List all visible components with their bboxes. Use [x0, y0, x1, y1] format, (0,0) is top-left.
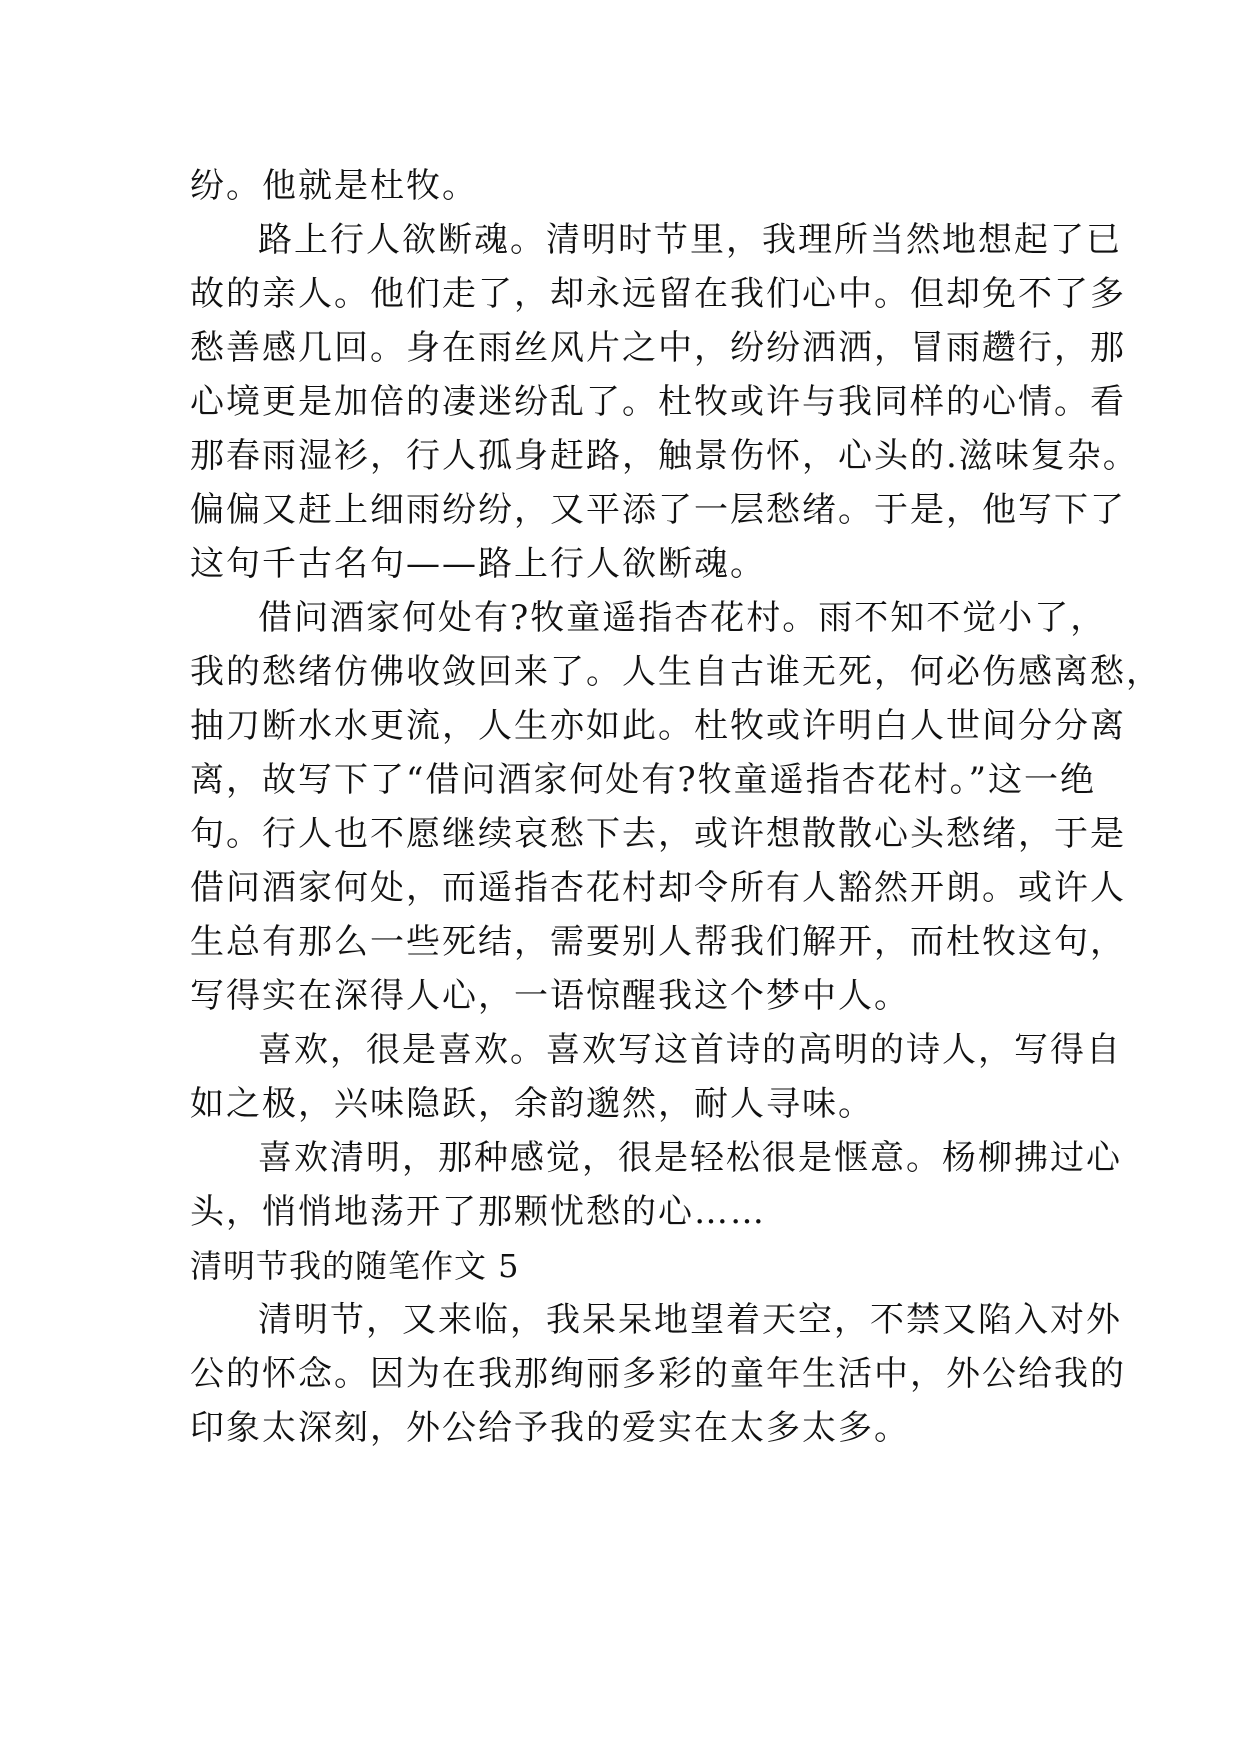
paragraph-line: 头，悄悄地荡开了那颗忧愁的心……: [190, 1192, 766, 1232]
paragraph-line: 离，故写下了“借问酒家何处有?牧童遥指杏花村。”这一绝: [190, 760, 1096, 800]
paragraph-line: 借问酒家何处有?牧童遥指杏花村。雨不知不觉小了，: [258, 598, 1107, 638]
paragraph-line: 喜欢，很是喜欢。喜欢写这首诗的高明的诗人，写得自: [258, 1030, 1122, 1070]
paragraph-line: 生总有那么一些死结，需要别人帮我们解开，而杜牧这句，: [190, 922, 1126, 962]
paragraph-line: 愁善感几回。身在雨丝风片之中，纷纷洒洒，冒雨趱行，那: [190, 328, 1126, 368]
paragraph-line: 公的怀念。因为在我那绚丽多彩的童年生活中，外公给我的: [190, 1354, 1126, 1394]
paragraph-line: 故的亲人。他们走了，却永远留在我们心中。但却免不了多: [190, 274, 1126, 314]
paragraph-line: 偏偏又赶上细雨纷纷，又平添了一层愁绪。于是，他写下了: [190, 490, 1126, 530]
paragraph-line: 句。行人也不愿继续哀愁下去，或许想散散心头愁绪，于是: [190, 814, 1126, 854]
paragraph-line: 心境更是加倍的凄迷纷乱了。杜牧或许与我同样的心情。看: [190, 382, 1126, 422]
paragraph-line: 如之极，兴味隐跃，余韵邈然，耐人寻味。: [190, 1084, 874, 1124]
paragraph-line: 我的愁绪仿佛收敛回来了。人生自古谁无死，何必伤感离愁，: [190, 652, 1162, 692]
paragraph-line: 那春雨湿衫，行人孤身赶路，触景伤怀，心头的.滋味复杂。: [190, 436, 1139, 476]
paragraph-line: 写得实在深得人心，一语惊醒我这个梦中人。: [190, 976, 910, 1016]
paragraph-line: 抽刀断水水更流，人生亦如此。杜牧或许明白人世间分分离: [190, 706, 1126, 746]
paragraph-line: 路上行人欲断魂。清明时节里，我理所当然地想起了已: [258, 220, 1122, 260]
section-heading: 清明节我的随笔作文 5: [190, 1247, 520, 1285]
paragraph-line: 纷。他就是杜牧。: [190, 166, 478, 206]
paragraph-line: 清明节，又来临，我呆呆地望着天空，不禁又陷入对外: [258, 1300, 1122, 1340]
paragraph-line: 喜欢清明，那种感觉，很是轻松很是惬意。杨柳拂过心: [258, 1138, 1122, 1178]
paragraph-line: 借问酒家何处，而遥指杏花村却令所有人豁然开朗。或许人: [190, 868, 1126, 908]
paragraph-line: 印象太深刻，外公给予我的爱实在太多太多。: [190, 1408, 910, 1448]
paragraph-line: 这句千古名句——路上行人欲断魂。: [190, 544, 766, 584]
